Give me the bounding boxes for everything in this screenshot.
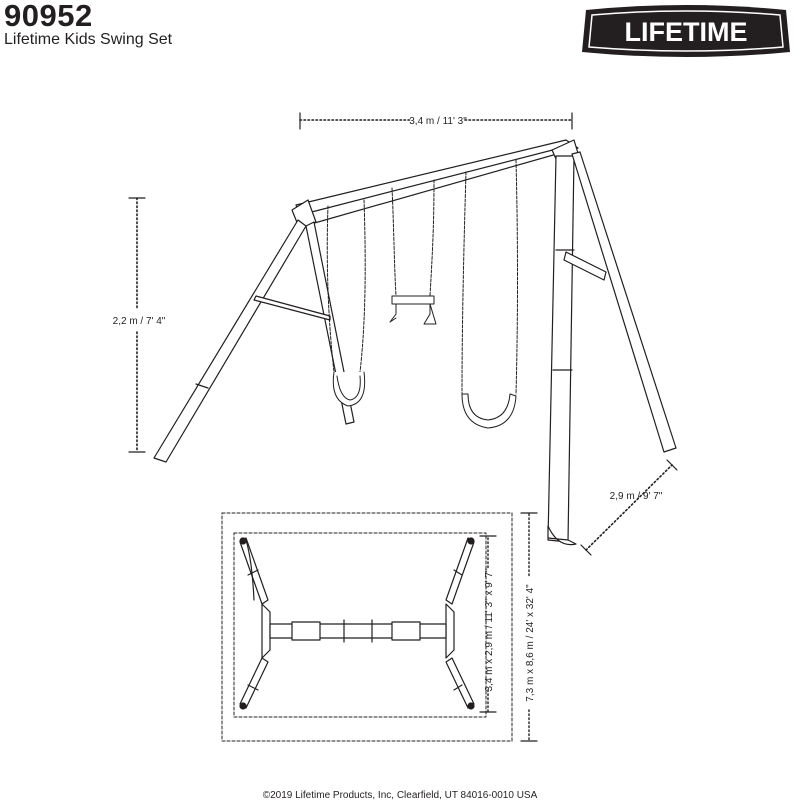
play-area-label: 7,3 m x 8,6 m / 24' x 32' 4" [525,584,536,702]
depth-label: 2,9 m / 9' 7" [609,491,663,502]
trapeze-bar [390,180,436,324]
swing-frame [154,140,676,545]
depth-dimension-line [581,460,677,555]
copyright: ©2019 Lifetime Products, Inc, Clearfield, UT 84016-0010 USA [262,790,538,801]
model-number: 90952 [4,0,93,33]
top-view-frame [240,538,474,709]
swing-right [462,160,518,428]
height-label: 2,2 m / 7' 4" [112,316,166,327]
footprint-label: 3,4 m x 2,9 m / 11' 3" x 9' 7" [484,568,495,692]
swing-left [327,200,365,406]
width-label: 3,4 m / 11' 3" [409,116,467,127]
logo-text: LIFETIME [624,17,748,47]
product-name: Lifetime Kids Swing Set [4,31,173,48]
